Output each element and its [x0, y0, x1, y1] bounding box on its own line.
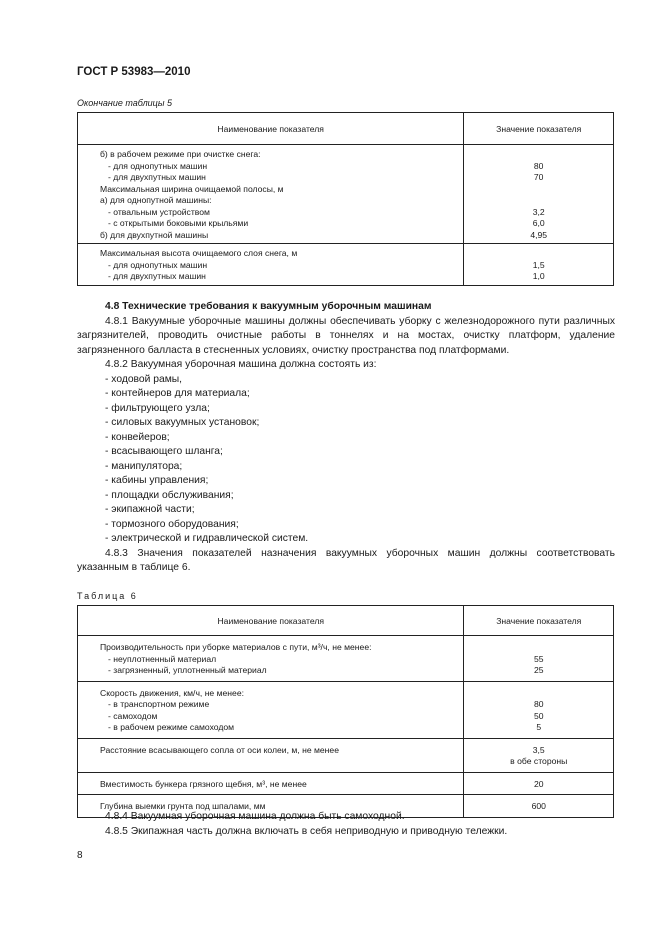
- indicator-value: [464, 184, 613, 196]
- page-number: 8: [77, 850, 83, 861]
- table-row: [78, 636, 614, 682]
- table6-caption: Таблица 6: [77, 591, 138, 601]
- list-item: - ходовой рамы,: [105, 373, 183, 385]
- indicator-value: 80: [533, 160, 544, 171]
- list-item: - площадки обслуживания;: [105, 489, 234, 501]
- indicator-value: 3,5: [532, 744, 545, 755]
- indicator-name: Максимальная ширина очищаемой полосы, м: [100, 183, 284, 194]
- row-value-cell: [464, 636, 614, 682]
- table6-header-name: Наименование показателя: [78, 606, 464, 636]
- row-name-cell: [78, 738, 464, 772]
- indicator-value: 4,95: [530, 229, 548, 240]
- indicator-value: 3,2: [532, 206, 545, 217]
- indicator-value: [464, 149, 613, 161]
- indicator-value: 70: [533, 172, 544, 182]
- table5-header-name: Наименование показателя: [78, 113, 464, 145]
- indicator-value: 25: [533, 665, 544, 675]
- components-list: [77, 373, 615, 547]
- section-4-8: [77, 300, 615, 576]
- indicator-name: - с открытыми боковыми крыльями: [108, 218, 249, 228]
- list-item: - кабины управления;: [105, 475, 209, 486]
- indicator-value: 20: [533, 778, 544, 789]
- indicator-name: Скорость движения, км/ч, не менее:: [100, 687, 244, 698]
- indicator-value: 5: [536, 722, 542, 732]
- table-row: [78, 145, 614, 244]
- indicator-name: - в рабочем режиме самоходом: [108, 722, 235, 732]
- indicator-value: 600: [531, 801, 546, 811]
- indicator-name: Максимальная высота очищаемого слоя снега, м: [100, 248, 298, 258]
- indicator-name: Глубина выемки грунта под шпалами, мм: [100, 801, 266, 811]
- table-row: [78, 738, 614, 772]
- indicator-name: Производительность при уборке материалов с пути, м³/ч, не менее:: [100, 642, 372, 652]
- indicator-name: б) для двухпутной машины: [100, 229, 209, 240]
- indicator-value: [464, 688, 613, 700]
- list-item: - электрической и гидравлической систем.: [105, 533, 309, 544]
- table-6: [77, 605, 614, 818]
- list-item: - конвейеров;: [105, 431, 170, 443]
- paragraph-4-8-1: 4.8.1 Вакуумные уборочные машины должны обеспечивать уборку с железнодорожного пути различных загрязнителей, проводить очистные работы в тоннелях и на мостах, очистку платформ, удаление загрязненного балласта в стесненных условиях, очистку пространства под платформами.: [77, 315, 615, 356]
- table-row: [78, 772, 614, 795]
- paragraph-4-8-2: 4.8.2 Вакуумная уборочная машина должна состоять из:: [105, 359, 377, 370]
- row-name-cell: [78, 636, 464, 682]
- list-item: - манипулятора;: [105, 460, 183, 472]
- table-5: [77, 112, 614, 286]
- indicator-value: [464, 642, 613, 654]
- table-row: [78, 244, 614, 286]
- paragraph-4-8-5: 4.8.5 Экипажная часть должна включать в себя неприводную и приводную тележки.: [105, 825, 508, 837]
- indicator-value: 6,0: [532, 218, 545, 228]
- indicator-name: - самоходом: [108, 710, 158, 721]
- list-item: - всасывающего шланга;: [105, 446, 223, 457]
- document-header: ГОСТ Р 53983—2010: [77, 66, 191, 78]
- row-name-cell: [78, 772, 464, 795]
- indicator-value: 1,5: [532, 259, 545, 270]
- table5-header-value: Значение показателя: [464, 113, 614, 145]
- list-item: - силовых вакуумных установок;: [105, 417, 260, 428]
- indicator-name: - загрязненный, уплотненный материал: [108, 665, 267, 675]
- indicator-name: - неуплотненный материал: [108, 653, 217, 664]
- indicator-name: - в транспортном режиме: [108, 699, 210, 709]
- indicator-value: 80: [533, 699, 544, 709]
- indicator-name: - для двухпутных машин: [108, 172, 206, 182]
- list-item: - фильтрующего узла;: [105, 402, 210, 414]
- table5-caption: Окончание таблицы 5: [77, 98, 172, 108]
- row-name-cell: [78, 244, 464, 286]
- indicator-value: в обе стороны: [510, 756, 568, 766]
- indicator-value: 55: [533, 653, 544, 664]
- list-item: - тормозного оборудования;: [105, 518, 239, 530]
- row-value-cell: [464, 244, 614, 286]
- row-value-cell: [464, 772, 614, 795]
- row-name-cell: [78, 145, 464, 244]
- indicator-name: б) в рабочем режиме при очистке снега:: [100, 149, 261, 159]
- indicator-name: а) для однопутной машины:: [100, 195, 212, 205]
- row-value-cell: [464, 738, 614, 772]
- indicator-value: [464, 248, 613, 260]
- indicator-value: 1,0: [532, 271, 545, 281]
- indicator-name: [100, 756, 463, 768]
- section-heading: 4.8 Технические требования к вакуумным уборочным машинам: [105, 301, 432, 312]
- table6-header-value: Значение показателя: [464, 606, 614, 636]
- closing-paragraphs: [77, 810, 615, 839]
- indicator-name: Вместимость бункера грязного щебня, м³, не менее: [100, 778, 307, 789]
- paragraph-4-8-4: 4.8.4 Вакуумная уборочная машина должна быть самоходной.: [105, 811, 405, 822]
- list-item: - контейнеров для материала;: [105, 388, 250, 399]
- indicator-value: 50: [533, 710, 544, 721]
- table-row: [78, 681, 614, 738]
- indicator-name: - для однопутных машин: [108, 259, 208, 270]
- paragraph-4-8-3: 4.8.3 Значения показателей назначения вакуумных уборочных машин должны соответствовать указанным в таблице 6.: [77, 547, 615, 573]
- row-name-cell: [78, 681, 464, 738]
- indicator-name: Расстояние всасывающего сопла от оси колеи, м, не менее: [100, 744, 339, 755]
- list-item: - экипажной части;: [105, 504, 195, 515]
- indicator-name: - отвальным устройством: [108, 206, 210, 217]
- row-value-cell: [464, 681, 614, 738]
- indicator-value: [464, 195, 613, 207]
- indicator-name: - для однопутных машин: [108, 160, 208, 171]
- indicator-name: - для двухпутных машин: [108, 271, 206, 281]
- row-value-cell: [464, 145, 614, 244]
